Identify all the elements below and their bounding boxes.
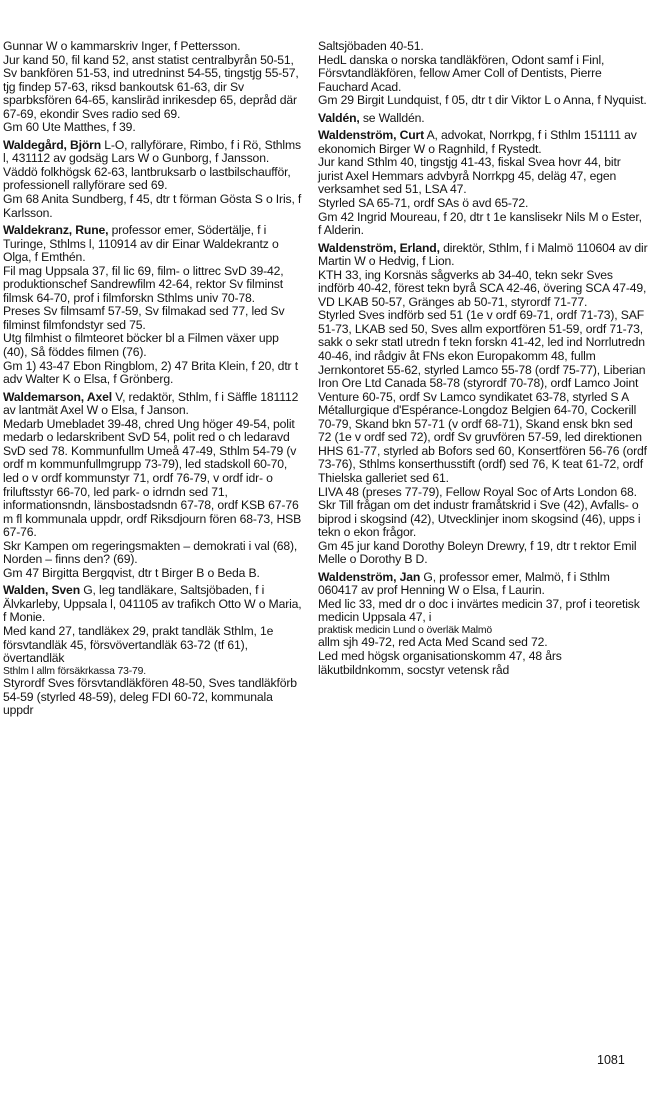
- entry-line: Styrled SA 65-71, ordf SAs ö avd 65-72.: [318, 196, 529, 211]
- entry-line: Styrled Sves indförb sed 51 (1e v ordf 69-71, ordf 71-73), SAF 51-73, LKAB sed 50, Sves allm exportfören 51-59, ordf 71-73, sakk o sekr statl utredn f tekn forskn 41-42, led ind Norrlutredn 40-46, ind rådgiv åt FNs ekon Europakomm 48, fullm Jernkontoret 55-62, styrled Lamco 55-78 (ordf 75-77), Liberian Iron Ore Ltd Canada 58-78 (styrordf 70-78), ordf Lamco Joint Venture 60-75, ordf Sv Lamco syndikatet 63-78, styrled S A Métallurgique d'Espérance-Longdoz Belgien 64-70, Cockerill 70-79, Skand bkn 57-71 (v ordf 68-71), Skand ensk bkn sed 72 (1e v ordf sed 72), ordf Sv gruvfören 57-59, led direktionen HHS 61-77, styrled ab Bofors sed 60, Konsertfören 56-76 (ordf 73-76), Sthlms konserthusstift (ordf) sed 76, K teat 61-72, ordf Thielska galleriet sed 61.: [318, 308, 647, 485]
- entry-line: Preses Sv filmsamf 57-59, Sv filmakad sed 77, led Sv filminst filmfondstyr sed 75.: [3, 304, 285, 332]
- entry: [3, 584, 303, 717]
- entry-head-text: professor emer, Södertälje, f i Turinge, Sthlms l, 110914 av dir Einar Waldekrantz o Olga, f Emthén.: [3, 223, 279, 265]
- entry-name: Waldenström, Jan: [318, 569, 421, 584]
- entry-name: Waldegård, Björn: [3, 137, 102, 152]
- entry-line: Medarb Umebladet 39-48, chred Ung höger 49-54, polit medarb o ledarskribent SvD 54, polit red o ch ledaravd SvD sed 78. Kommunfullm Umeå 47-49, Sthlm 54-79 (v ordf m kommunfullmgrupp 73-79), led stadskoll 60-70, led o v ordf kommunstyr 71, ordf 76-79, v ordf idr- o friluftsstyr 66-70, led park- o idrndn sed 71, informationsndn, länsbostadsndn 67-78, ordf KSB 67-76 m fl kommunala uppdr, ordf Riksdjourn fören 68-73, HSB 67-76.: [3, 416, 302, 540]
- entry-line: Saltsjöbaden 40-51.: [318, 39, 424, 53]
- entry-head-text: V, redaktör, Sthlm, f i Säffle 181112 av lantmät Axel W o Elsa, f Janson.: [3, 389, 299, 418]
- entry-heading: [3, 224, 303, 265]
- entry-line: Gm 47 Birgitta Bergqvist, dtr t Birger B o Beda B.: [3, 565, 260, 580]
- entry-heading: [318, 129, 648, 156]
- entry: [318, 242, 648, 567]
- entry-line: KTH 33, ing Korsnäs sågverks ab 34-40, tekn sekr Sves indförb 40-42, förest tekn byrå SCA 42-46, övering SCA 47-49, VD LKAB 50-57, Gränges ab 50-71, styrordf 71-77.: [318, 267, 647, 309]
- entry-line: Väddö folkhögsk 62-63, lantbruksarb o lastbilschaufför, professionell rallyförare sed 69.: [3, 164, 291, 193]
- entry-heading: [318, 112, 648, 126]
- entry-line: Skr Kampen om regeringsmakten – demokrati i val (68), Norden – finns den? (69).: [3, 538, 298, 567]
- entry-heading: [318, 242, 648, 269]
- entry-line: Jur kand 50, fil kand 52, anst statist centralbyrån 50-51, Sv bankfören 51-53, ind utredninst 54-55, tingstjg 55-57, tjg findep 57-63, riksd bankoutsk 61-63, dir Sv sparbksfören 64-65, kanslirād inrikesdep 65, depråd där 67-69, ekondir Sves radio sed 69.: [3, 52, 299, 121]
- page-number: 1081: [597, 1053, 625, 1067]
- entry-name: Waldemarson, Axel: [3, 389, 112, 404]
- entry-name: Walden, Sven: [3, 583, 80, 598]
- entry-head-text: L-O, rallyförare, Rimbo, f i Rö, Sthlms l, 431112 av godsäg Lars W o Gunborg, f Jansson.: [3, 137, 301, 166]
- entry-line-small: praktisk medicin Lund o överläk Malmö: [318, 624, 493, 636]
- entry-name: Waldenström, Curt: [318, 128, 425, 143]
- entry-line-small: Sthlm l allm försäkrkassa 73-79.: [3, 665, 147, 677]
- entry-line: LIVA 48 (preses 77-79), Fellow Royal Soc of Arts London 68.: [318, 484, 637, 499]
- left-column: [3, 40, 303, 722]
- entry-line: Gunnar W o kammarskriv Inger, f Pettersson.: [3, 39, 241, 53]
- entry: [3, 391, 303, 581]
- entry-heading: [318, 571, 648, 598]
- entry-line: Med lic 33, med dr o doc i invärtes medicin 37, prof i teoretisk medicin Uppsala 47, i: [318, 596, 640, 625]
- entry: [318, 571, 648, 677]
- entry-line: Gm 45 jur kand Dorothy Boleyn Drewry, f 19, dtr t rektor Emil Melle o Dorothy B D.: [318, 538, 637, 567]
- entry-heading: [3, 391, 303, 418]
- entry-line: HedL danska o norska tandläkfören, Odont samf i Finl, Försvtandläkfören, fellow Amer Coll of Dentists, Pierre Fauchard Acad.: [318, 52, 605, 94]
- entry-line: Skr Till frågan om det industr framåtskrid i Sve (42), Avfalls- o biprod i skogsind (42), Utvecklinjer inom skogsind (46), upps i tekn o ekon frågor.: [318, 498, 641, 540]
- entry: [318, 40, 648, 108]
- entry-line: Jur kand Sthlm 40, tingstjg 41-43, fiskal Svea hovr 44, bitr jurist Axel Hemmars advbyrå Norrkpg 45, deläg 47, egen verksamhet sed 51, LSA 47.: [318, 155, 621, 197]
- entry-line: allm sjh 49-72, red Acta Med Scand sed 72.: [318, 635, 548, 650]
- entry-name: Waldekranz, Rune,: [3, 223, 109, 238]
- entry-heading: [3, 584, 303, 625]
- entry-line: Utg filmhist o filmteoret böcker bl a Filmen växer upp (40), Så föddes filmen (76).: [3, 331, 279, 360]
- entry-line: Styrordf Sves försvtandläkfören 48-50, Sves tandläkförb 54-59 (styrled 48-59), deleg FDI 60-72, kommunala uppdr: [3, 676, 297, 718]
- entry-line: Gm 42 Ingrid Moureau, f 20, dtr t 1e kanslisekr Nils M o Ester, f Alderin.: [318, 209, 642, 238]
- entry: [318, 112, 648, 126]
- entry: [318, 129, 648, 237]
- entry-name: Valdén,: [318, 110, 360, 125]
- entry-line: Gm 68 Anita Sundberg, f 45, dtr t förman Gösta S o Iris, f Karlsson.: [3, 192, 302, 220]
- entry-line: Led med högsk organisationskomm 47, 48 års läkutbildnkomm, socstyr vetensk råd: [318, 649, 562, 677]
- entry-head-text: direktör, Sthlm, f i Malmö 110604 av dir Martin W o Hedvig, f Lion.: [318, 240, 648, 269]
- entry-heading: [3, 139, 303, 166]
- entry: [3, 224, 303, 387]
- right-column: [318, 40, 648, 681]
- entry-line: Gm 60 Ute Matthes, f 39.: [3, 120, 136, 135]
- entry-line: Gm 29 Birgit Lundquist, f 05, dtr t dir Viktor L o Anna, f Nyquist.: [318, 93, 647, 108]
- entry-line: Gm 1) 43-47 Ebon Ringblom, 2) 47 Brita Klein, f 20, dtr t adv Walter K o Elsa, f Grönberg.: [3, 358, 298, 387]
- entry-head-text: G, leg tandläkare, Saltsjöbaden, f i Älvkarleby, Uppsala l, 041105 av trafikch Otto W o Maria, f Monie.: [3, 583, 302, 625]
- entry-name: Waldenström, Erland,: [318, 240, 440, 255]
- entry: [3, 40, 303, 135]
- entry: [3, 139, 303, 220]
- entry-head-text: se Walldén.: [359, 110, 425, 125]
- entry-head-text: A, advokat, Norrkpg, f i Sthlm 151111 av ekonomich Birger W o Ragnhild, f Rystedt.: [318, 128, 637, 156]
- entry-line: Fil mag Uppsala 37, fil lic 69, film- o littrec SvD 39-42, produktionschef Sandrewfilm 42-64, rektor Sv filminst filmsk 64-70, prof i filmforskn Sthlms univ 70-78.: [3, 263, 284, 305]
- entry-line: Med kand 27, tandläkex 29, prakt tandläk Sthlm, 1e försvtandläk 45, försvövertandläk 63-72 (tf 61), övertandläk: [3, 623, 274, 666]
- entry-head-text: G, professor emer, Malmö, f i Sthlm 060417 av prof Henning W o Elsa, f Laurin.: [318, 569, 610, 598]
